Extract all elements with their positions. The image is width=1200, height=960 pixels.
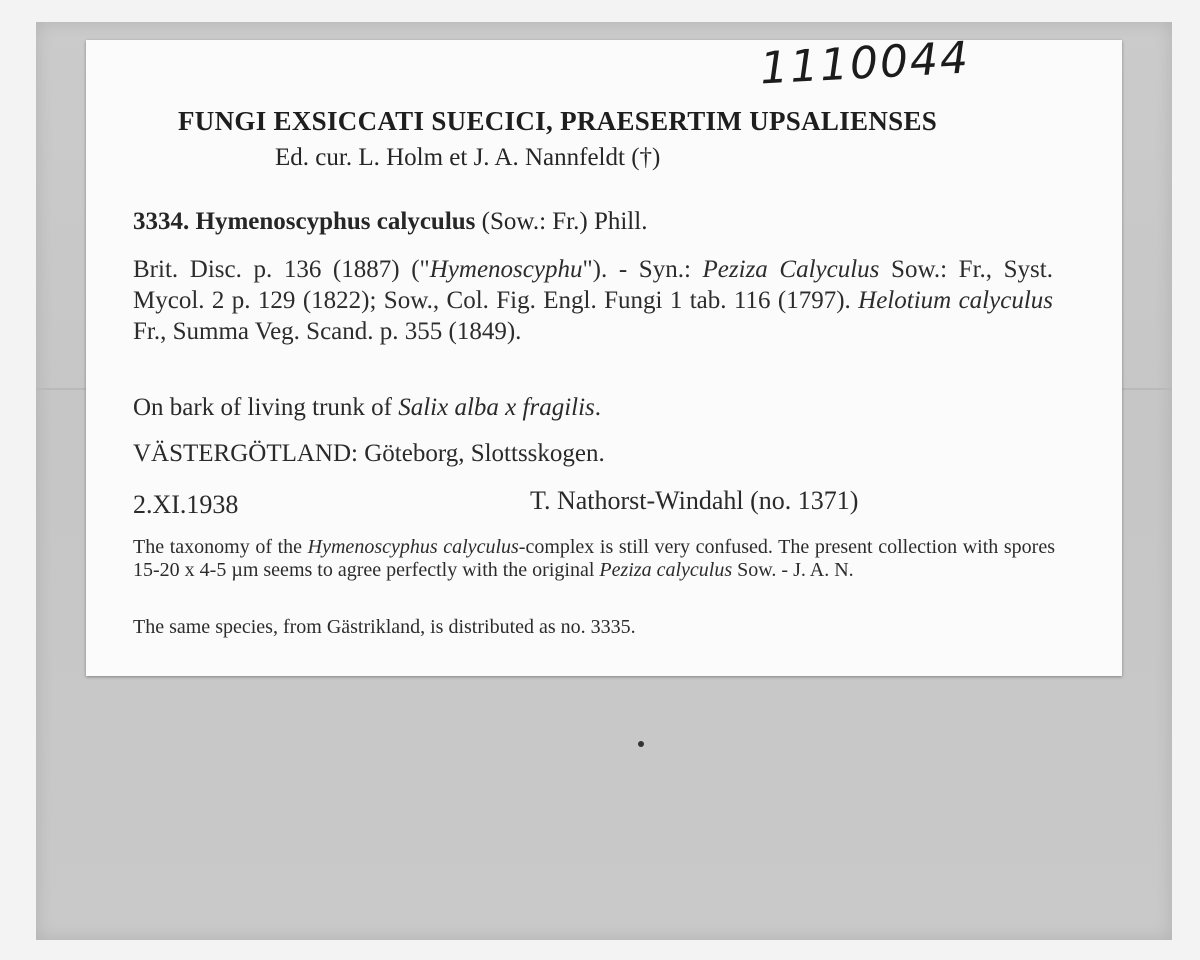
citation-italic: Hymenoscyphu [429, 256, 583, 283]
citation-italic: Peziza Calyculus [702, 256, 880, 283]
citation-part: Sow.: Fr., Syst. Mycol. 2 p. 129 (1822); Sow., Col. Fig. Engl. Fungi 1 tab. 116 (1797). [133, 256, 1053, 314]
citation-part: Fr., Summa Veg. Scand. p. 355 (1849). [133, 318, 522, 345]
collector-line: T. Nathorst-Windahl (no. 1371) [530, 486, 859, 515]
series-title: FUNGI EXSICCATI SUECICI, PRAESERTIM UPSALIENSES [178, 106, 938, 136]
specimen-authority: (Sow.: Fr.) Phill. [475, 208, 648, 235]
specimen-heading [133, 208, 647, 236]
citation-part: Brit. Disc. p. 136 (1887) (" [133, 256, 430, 283]
taxonomy-note [133, 536, 1055, 582]
note-part: -complex is still very confused. The present collection with spores 15-20 x 4-5 µm seems to agree perfectly with the original [133, 536, 1055, 581]
editors-line: Ed. cur. L. Holm et J. A. Nannfeldt (†) [275, 144, 661, 171]
specimen-number: 3334. [133, 208, 190, 235]
note-italic: Peziza calyculus [599, 559, 733, 581]
collection-date: 2.XI.1938 [133, 490, 239, 519]
locality-line: VÄSTERGÖTLAND: Göteborg, Slottsskogen. [133, 440, 605, 467]
note-part: The taxonomy of the [133, 536, 308, 558]
habitat-text: On bark of living trunk of [133, 394, 399, 421]
citation-part: "). - Syn.: [582, 256, 703, 283]
specimen-name: Hymenoscyphus calyculus [195, 208, 476, 235]
note-part: Sow. - J. A. N. [732, 559, 854, 581]
citation-block [133, 254, 1053, 347]
accession-number: 1110044 [758, 32, 972, 95]
host-name: Salix alba x fragilis [398, 394, 595, 421]
habitat-line [133, 394, 601, 422]
note-italic: Hymenoscyphus calyculus [307, 536, 519, 558]
citation-italic: Helotium calyculus [858, 287, 1053, 314]
habitat-end: . [594, 394, 602, 421]
specimen-dot [638, 741, 644, 747]
distribution-note: The same species, from Gästrikland, is distributed as no. 3335. [133, 616, 636, 638]
